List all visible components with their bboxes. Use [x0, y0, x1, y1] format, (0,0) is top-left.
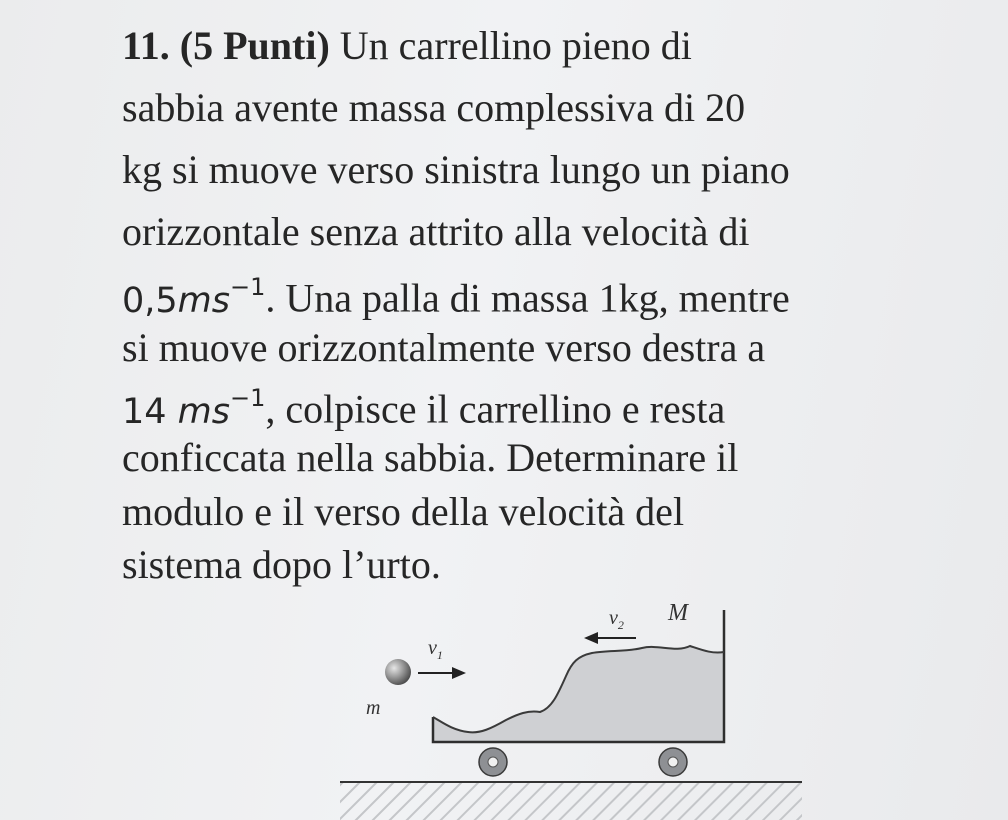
- velocity-cart-unit: ms: [177, 280, 231, 321]
- problem-points: (5 Punti): [179, 23, 330, 68]
- problem-line-3: kg si muove verso sinistra lungo un piano: [122, 147, 790, 192]
- problem-line-9: modulo e il verso della velocità del: [122, 489, 685, 534]
- problem-line-4: orizzontale senza attrito alla velocità di: [122, 209, 750, 254]
- velocity-v1-arrow: [418, 667, 466, 679]
- right-wheel: [659, 748, 687, 776]
- problem-line-6: si muove orizzontalmente verso destra a: [122, 325, 766, 370]
- label-v2: [609, 607, 624, 632]
- velocity-ball-number: 14: [122, 391, 178, 432]
- problem-line-7: [122, 378, 725, 436]
- left-wheel: [479, 748, 507, 776]
- velocity-ball-unit: ms: [177, 391, 231, 432]
- problem-line-1: [122, 22, 692, 70]
- velocity-cart-number: 0,5: [122, 280, 178, 321]
- floor-hatching: [340, 782, 802, 820]
- ball: [385, 659, 411, 685]
- sand-fill: [433, 646, 724, 742]
- problem-text-1: Un carrellino pieno di: [339, 23, 692, 68]
- velocity-ball-exponent: −1: [230, 384, 266, 412]
- velocity-ball: [122, 384, 266, 432]
- problem-line-5: [122, 267, 790, 325]
- problem-line-2: sabbia avente massa complessiva di 20: [122, 85, 746, 130]
- cart-collision-figure: [330, 590, 810, 820]
- label-v2-letter: v: [609, 607, 618, 629]
- velocity-v2-arrow: [584, 632, 636, 644]
- velocity-cart-exponent: −1: [230, 273, 266, 301]
- label-v2-subscript: 2: [617, 618, 624, 632]
- label-v1-letter: v: [428, 637, 437, 659]
- label-v1-subscript: 1: [436, 648, 443, 662]
- label-M: M: [668, 600, 688, 626]
- label-v1: [428, 637, 443, 662]
- problem-text-5: . Una palla di massa 1kg, mentre: [265, 275, 790, 321]
- problem-line-8: conficcata nella sabbia. Determinare il: [122, 435, 739, 480]
- problem-text-7: , colpisce il carrellino e resta: [265, 386, 726, 432]
- velocity-cart: [122, 273, 266, 321]
- problem-line-10: sistema dopo l’urto.: [122, 542, 441, 587]
- problem-number: 11.: [122, 23, 170, 68]
- label-m: m: [366, 697, 381, 719]
